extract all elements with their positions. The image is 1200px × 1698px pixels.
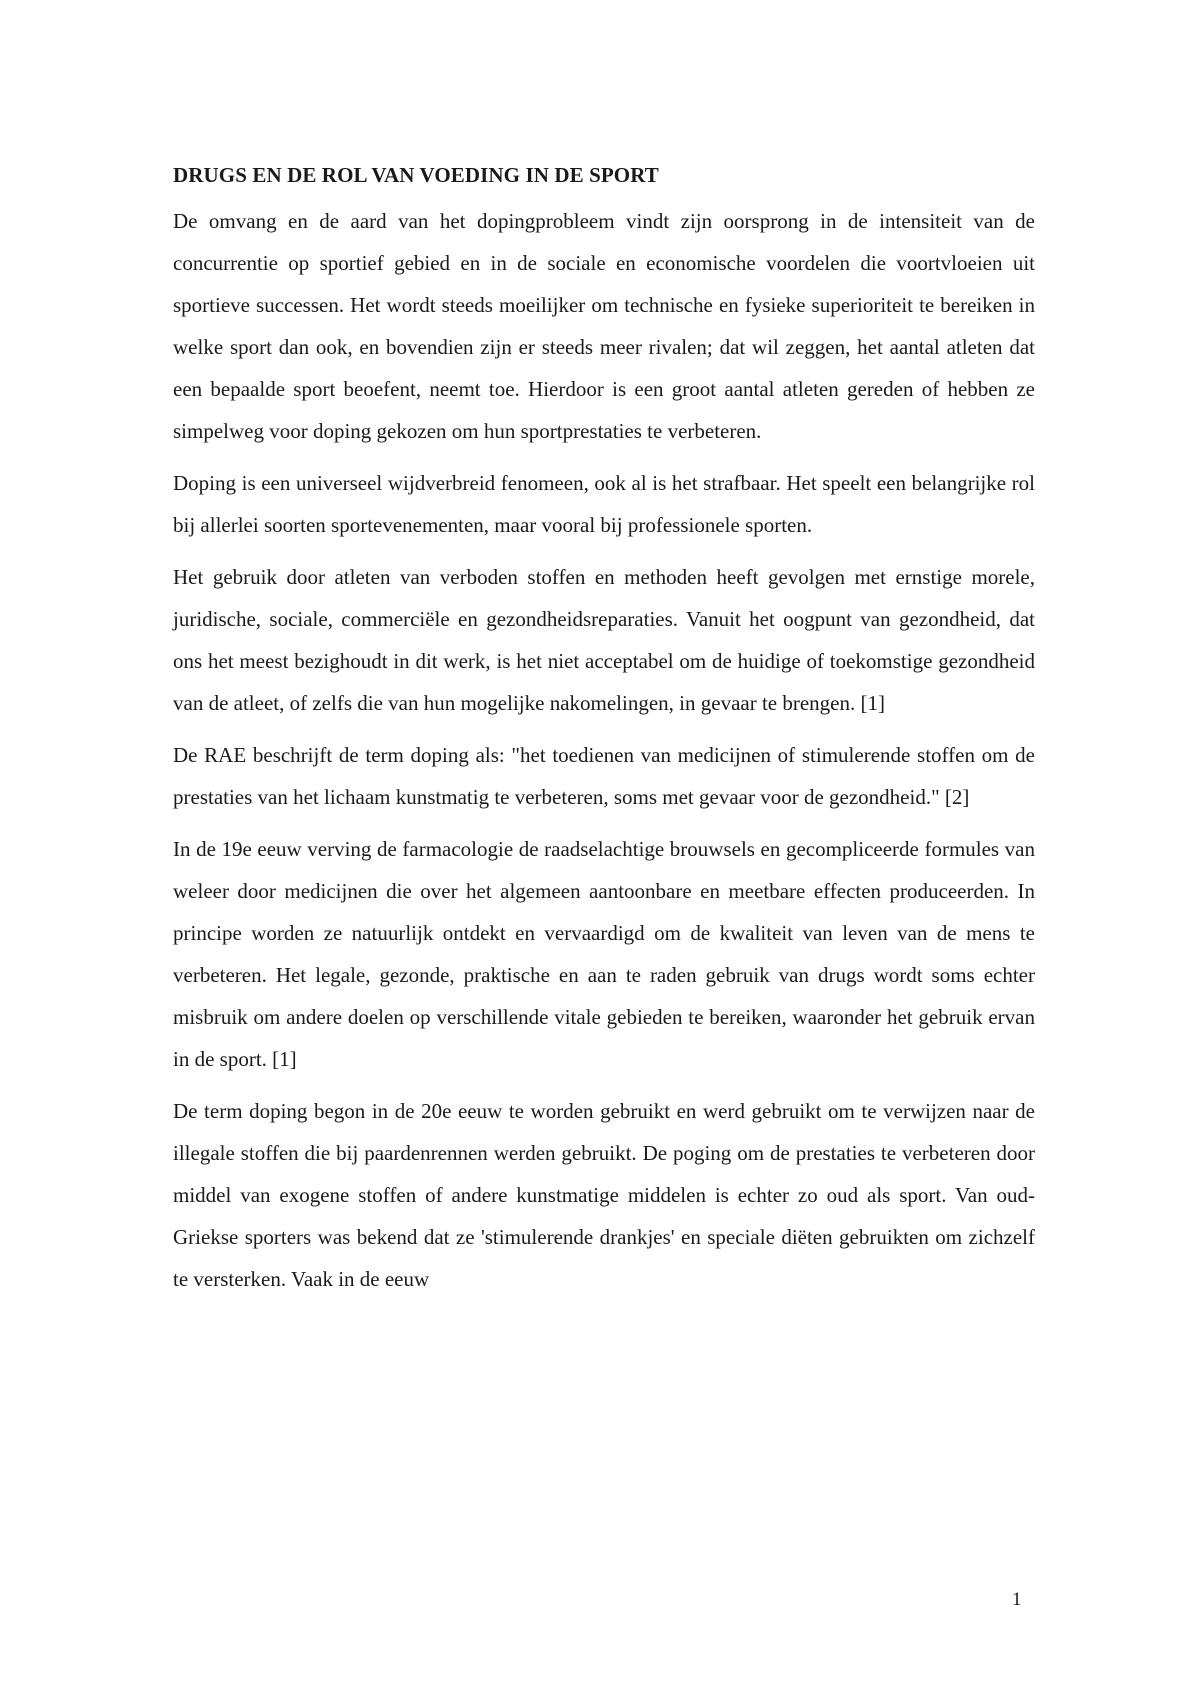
paragraph-universal-phenomenon: Doping is een universeel wijdverbreid fenomeen, ook al is het strafbaar. Het speelt een belangrijke rol bij allerlei soorten sportevenementen, maar vooral bij professionele sporten. [173,471,1035,537]
paragraph-rae-definition: De RAE beschrijft de term doping als: "het toedienen van medicijnen of stimulerende stoffen om de prestaties van het lichaam kunstmatig te verbeteren, soms met gevaar voor de gezondheid." [2] [173,743,1035,809]
paragraph-doping-problem: De omvang en de aard van het dopingprobleem vindt zijn oorsprong in de intensiteit van de concurrentie op sportief gebied en in de sociale en economische voordelen die voortvloeien uit sportieve successen. Het wordt steeds moeilijker om technische en fysieke superioriteit te bereiken in welke sport dan ook, en bovendien zijn er steeds meer rivalen; dat wil zeggen, het aantal atleten dat een bepaalde sport beoefent, neemt toe. Hierdoor is een groot aantal atleten gereden of hebben ze simpelweg voor doping gekozen om hun sportprestaties te verbeteren. [173,209,1035,443]
document-title: DRUGS EN DE ROL VAN VOEDING IN DE SPORT [173,163,659,187]
paragraph-consequences: Het gebruik door atleten van verboden stoffen en methoden heeft gevolgen met ernstige morele, juridische, sociale, commerciële en gezondheidsreparaties. Vanuit het oogpunt van gezondheid, dat ons het meest bezighoudt in dit werk, is het niet acceptabel om de huidige of toekomstige gezondheid van de atleet, of zelfs die van hun mogelijke nakomelingen, in gevaar te brengen. [1] [173,565,1035,715]
paragraph-term-origin: De term doping begon in de 20e eeuw te worden gebruikt en werd gebruikt om te verwijzen naar de illegale stoffen die bij paardenrennen werden gebruikt. De poging om de prestaties te verbeteren door middel van exogene stoffen of andere kunstmatige middelen is echter zo oud als sport. Van oud-Griekse sporters was bekend dat ze 'stimulerende drankjes' en speciale diëten gebruikten om zichzelf te versterken. Vaak in de eeuw [173,1099,1035,1291]
paragraph-pharmacology-history: In de 19e eeuw verving de farmacologie de raadselachtige brouwsels en gecompliceerde formules van weleer door medicijnen die over het algemeen aantoonbare en meetbare effecten produceerden. In principe worden ze natuurlijk ontdekt en vervaardigd om de kwaliteit van leven van de mens te verbeteren. Het legale, gezonde, praktische en aan te raden gebruik van drugs wordt soms echter misbruik om andere doelen op verschillende vitale gebieden te bereiken, waaronder het gebruik ervan in de sport. [1] [173,837,1035,1071]
page-number: 1 [1012,1589,1022,1610]
document-page [173,160,1035,1310]
